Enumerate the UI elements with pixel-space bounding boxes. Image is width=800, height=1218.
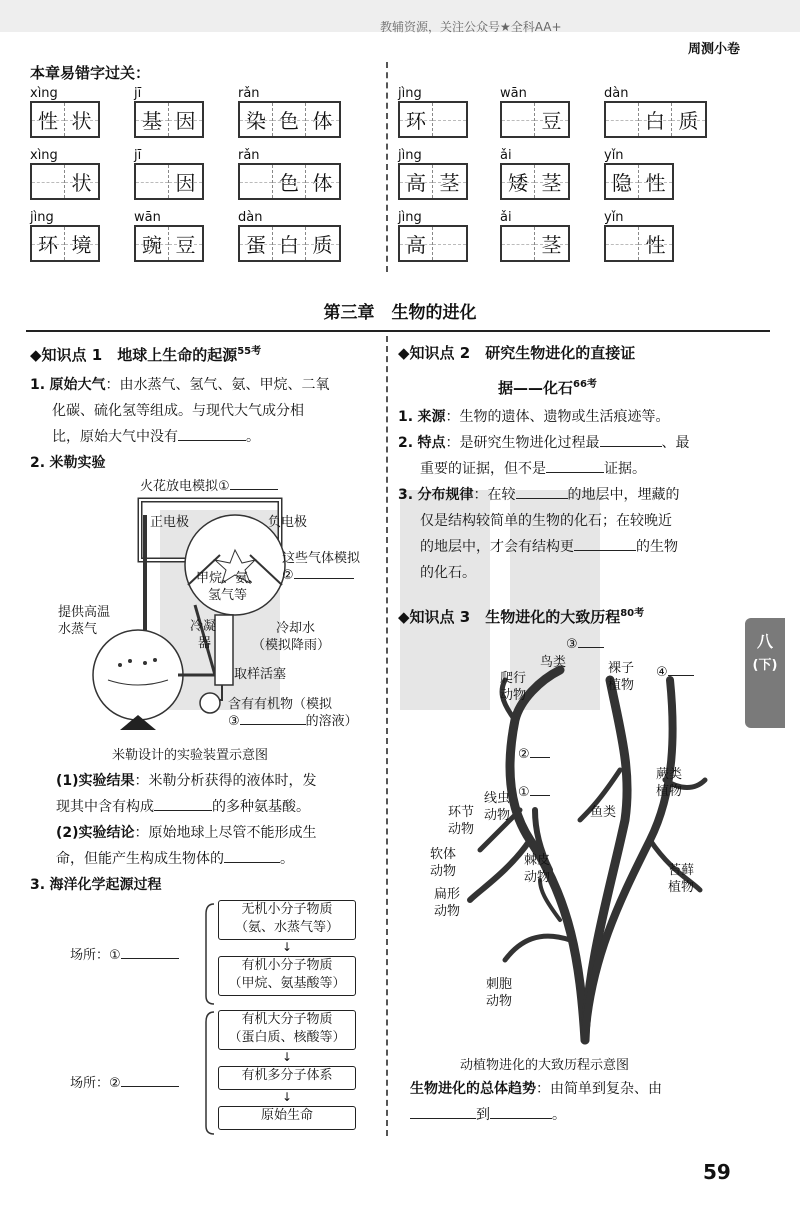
- vocab-pinyin: wān: [500, 86, 527, 101]
- vocab-pinyin: jìng: [30, 210, 54, 225]
- kp1-p3-title: 3. 海洋化学起源过程: [30, 877, 162, 893]
- blank-kp2-1[interactable]: [600, 446, 662, 447]
- vocab-pinyin: ǎi: [500, 210, 512, 225]
- flow-place-2: 场所：②: [70, 1072, 179, 1091]
- tree-fish: 鱼类: [590, 805, 617, 820]
- vocab-pinyin: jìng: [398, 86, 422, 101]
- vocab-char-grid: [604, 225, 674, 262]
- miller-caption: 米勒设计的实验装置示意图: [112, 748, 269, 763]
- vocab-blank-cell[interactable]: [502, 227, 535, 260]
- kp3-title: ◆知识点 3 生物进化的大致历程$^{80考}$: [398, 608, 645, 626]
- vocab-item: [500, 86, 570, 138]
- vocab-char: 高: [400, 227, 433, 260]
- vocab-char: 质: [672, 103, 705, 136]
- vocab-char: 质: [306, 227, 339, 260]
- vocab-blank-cell[interactable]: [136, 165, 169, 198]
- kp1-p1: 1. 原始大气：由水蒸气、氢气、氨、甲烷、二氧 化碳、硫化氢等组成。与现代大气成分相 比，原始大气中没有 。: [30, 377, 330, 445]
- vocab-char: 矮: [502, 165, 535, 198]
- blank-place-1[interactable]: [121, 958, 179, 959]
- vocab-char: 茎: [535, 165, 568, 198]
- evolution-tree: [410, 640, 740, 1050]
- vocab-item: [604, 210, 674, 262]
- header-watermark: 教辅资源，关注公众号★全科AA+: [380, 20, 562, 34]
- vocab-char: 环: [400, 103, 433, 136]
- vocab-char-grid: [238, 163, 341, 200]
- vocab-char: 高: [400, 165, 433, 198]
- miller-cold: 冷却水 （模拟降雨）: [252, 621, 331, 653]
- vocab-item: [30, 86, 100, 138]
- blank-tree-3[interactable]: [578, 647, 604, 648]
- vocab-item: [238, 148, 341, 200]
- tree-reptile: 爬行 动物: [500, 671, 527, 703]
- vocab-char: 性: [32, 103, 65, 136]
- vocab-char: 性: [639, 227, 672, 260]
- vocab-blank-cell[interactable]: [433, 227, 466, 260]
- header-tag: 周测小卷: [688, 42, 741, 57]
- blank-trend-1[interactable]: [410, 1118, 476, 1119]
- vocab-char-grid: [398, 225, 468, 262]
- vocab-char: 茎: [433, 165, 466, 198]
- blank-miller-3[interactable]: [240, 724, 306, 725]
- vocab-item: [500, 148, 570, 200]
- page-number: 59: [703, 1160, 731, 1184]
- vocab-char-grid: [238, 225, 341, 262]
- vocab-char: 因: [169, 165, 202, 198]
- blank-miller-1[interactable]: [230, 489, 278, 490]
- vocab-pinyin: wān: [134, 210, 161, 225]
- vocab-pinyin: xìng: [30, 148, 58, 163]
- vocab-char: 因: [169, 103, 202, 136]
- vocab-item: [134, 210, 204, 262]
- tree-annelid: 环节 动物: [448, 805, 475, 837]
- vocab-blank-cell[interactable]: [606, 103, 639, 136]
- chapter-title: 第三章 生物的进化: [323, 303, 477, 323]
- vocab-char: 茎: [535, 227, 568, 260]
- vocab-char: 白: [639, 103, 672, 136]
- vocab-item: [134, 86, 204, 138]
- blank-miller-2[interactable]: [294, 578, 354, 579]
- vocab-item: [238, 210, 341, 262]
- vocab-char: 色: [273, 103, 306, 136]
- tree-echinoderm: 棘皮 动物: [524, 853, 551, 885]
- miller-spark-label: 火花放电模拟①: [140, 478, 278, 495]
- vocab-pinyin: dàn: [238, 210, 263, 225]
- kp2-title: ◆知识点 2 研究生物进化的直接证 据——化石$^{66考}$: [398, 344, 636, 397]
- vocab-char-grid: [500, 101, 570, 138]
- side-tab-text: 八 (下): [752, 632, 778, 673]
- vocab-char: 豆: [169, 227, 202, 260]
- tree-bird: 鸟类: [540, 655, 567, 670]
- miller-organic: 含有有机物（模拟 ③ 的溶液）: [228, 697, 358, 729]
- tree-cnidarian: 刺胞 动物: [486, 977, 513, 1009]
- vocab-title: 本章易错字过关：: [30, 64, 151, 82]
- vocab-char-grid: [30, 101, 100, 138]
- vocab-blank-cell[interactable]: [240, 165, 273, 198]
- kp1-p2-title: 2. 米勒实验: [30, 455, 106, 471]
- vocab-item: [604, 86, 707, 138]
- tree-n4: ④: [656, 664, 694, 681]
- vocab-char: 环: [32, 227, 65, 260]
- flow-arrow-2: ↓: [282, 1050, 293, 1064]
- vocab-char-grid: [134, 101, 204, 138]
- vocab-char: 体: [306, 103, 339, 136]
- kp3-trend: 生物进化的总体趋势：由简单到复杂、由 到 。: [410, 1081, 662, 1123]
- vocab-char: 性: [639, 165, 672, 198]
- flow-arrow-3: ↓: [282, 1090, 293, 1104]
- vocab-char-grid: [238, 101, 341, 138]
- vocab-char-grid: [30, 163, 100, 200]
- vocab-char: 境: [65, 227, 98, 260]
- vocab-blank-cell[interactable]: [606, 227, 639, 260]
- tree-caption: 动植物进化的大致历程示意图: [460, 1058, 630, 1073]
- vocab-char-grid: [500, 163, 570, 200]
- vocab-pinyin: dàn: [604, 86, 629, 101]
- blank-result[interactable]: [154, 810, 212, 811]
- vocab-char-grid: [398, 163, 468, 200]
- vocab-item: [398, 210, 468, 262]
- tree-flatworm: 扁形 动物: [434, 887, 461, 919]
- blank-tree-1[interactable]: [530, 795, 550, 796]
- tree-fern: 蕨类 植物: [656, 767, 683, 799]
- vocab-item: [500, 210, 570, 262]
- vocab-char: 体: [306, 165, 339, 198]
- vocab-char: 染: [240, 103, 273, 136]
- blank-tree-2[interactable]: [530, 757, 550, 758]
- vocab-blank-cell[interactable]: [433, 103, 466, 136]
- vocab-char-grid: [134, 225, 204, 262]
- vocab-item: [604, 148, 674, 200]
- kp1-result: (1)实验结果：米勒分析获得的液体时，发 现其中含有构成 的多种氨基酸。 (2)实验结论：原始地球上尽管不能形成生 命，但能产生构成生物体的 。: [56, 773, 317, 867]
- vocab-pinyin: jìng: [398, 148, 422, 163]
- vocab-item: [30, 148, 100, 200]
- vocab-char-grid: [500, 225, 570, 262]
- vocab-char: 蛋: [240, 227, 273, 260]
- tree-moss: 苔藓 植物: [668, 863, 695, 895]
- miller-condenser: 冷凝 器: [190, 619, 217, 651]
- vocab-blank-cell[interactable]: [32, 165, 65, 198]
- blank-kp2-4[interactable]: [574, 550, 636, 551]
- miller-pos-label: 正电极: [150, 515, 190, 530]
- vocab-char-grid: [30, 225, 100, 262]
- blank-kp2-3[interactable]: [516, 498, 568, 499]
- vocab-pinyin: rǎn: [238, 148, 260, 163]
- vocab-char: 隐: [606, 165, 639, 198]
- blank-trend-2[interactable]: [490, 1118, 552, 1119]
- vocab-item: [238, 86, 341, 138]
- vocab-item: [30, 210, 100, 262]
- blank-p1[interactable]: [178, 440, 246, 441]
- vocab-char: 豆: [535, 103, 568, 136]
- flow-box-1: 无机小分子物质 （氨、水蒸气等）: [218, 900, 356, 940]
- flow-box-5: 原始生命: [218, 1106, 356, 1130]
- vocab-char: 色: [273, 165, 306, 198]
- vocab-char-grid: [134, 163, 204, 200]
- divider-vertical-top: [386, 62, 388, 272]
- blank-kp2-2[interactable]: [546, 472, 604, 473]
- blank-conclusion[interactable]: [224, 862, 280, 863]
- kp1-title: ◆知识点 1 地球上生命的起源$^{55考}$: [30, 346, 262, 364]
- tree-mollusc: 软体 动物: [430, 847, 457, 879]
- vocab-pinyin: xìng: [30, 86, 58, 101]
- tree-n3: ③: [566, 636, 604, 653]
- vocab-blank-cell[interactable]: [502, 103, 535, 136]
- miller-gas-mix: 甲烷、氨、 氢气等: [196, 571, 262, 603]
- vocab-pinyin: yǐn: [604, 210, 624, 225]
- vocab-char: 状: [65, 103, 98, 136]
- vocab-pinyin: jī: [134, 86, 142, 101]
- flow-box-3: 有机大分子物质 （蛋白质、核酸等）: [218, 1010, 356, 1050]
- blank-place-2[interactable]: [121, 1086, 179, 1087]
- flow-box-2: 有机小分子物质 （甲烷、氨基酸等）: [218, 956, 356, 996]
- miller-neg-label: 负电极: [268, 515, 308, 530]
- vocab-char: 基: [136, 103, 169, 136]
- flow-arrow-1: ↓: [282, 940, 293, 954]
- tree-n2: ②: [518, 746, 550, 763]
- vocab-pinyin: jìng: [398, 210, 422, 225]
- vocab-char-grid: [398, 101, 468, 138]
- tree-gymno: 裸子 植物: [608, 661, 635, 693]
- vocab-char: 豌: [136, 227, 169, 260]
- tree-nematode: 线虫 动物: [484, 791, 511, 823]
- vocab-pinyin: ǎi: [500, 148, 512, 163]
- vocab-item: [398, 148, 468, 200]
- miller-valve: 取样活塞: [234, 667, 287, 682]
- vocab-char-grid: [604, 163, 674, 200]
- vocab-item: [398, 86, 468, 138]
- blank-tree-4[interactable]: [668, 675, 694, 676]
- miller-steam: 提供高温 水蒸气: [58, 605, 111, 637]
- vocab-pinyin: yǐn: [604, 148, 624, 163]
- miller-gases-note: 这些气体模拟 ②: [282, 551, 361, 583]
- vocab-char: 白: [273, 227, 306, 260]
- vocab-char: 状: [65, 165, 98, 198]
- kp2-body: 1. 来源：生物的遗体、遗物或生活痕迹等。 2. 特点：是研究生物进化过程最 、最 重要的证据，但不是 证据。 3. 分布规律：在较 的地层中，埋藏的 仅是结构较简单的生物的化石；在较晚近 的地层中，才会有结构更 的生物 的化石。: [398, 409, 690, 581]
- vocab-item: [134, 148, 204, 200]
- vocab-pinyin: jī: [134, 148, 142, 163]
- vocab-char-grid: [604, 101, 707, 138]
- tree-n1: ①: [518, 784, 550, 801]
- vocab-pinyin: rǎn: [238, 86, 260, 101]
- chapter-underline: [26, 330, 770, 332]
- flow-place-1: 场所：①: [70, 944, 179, 963]
- flow-box-4: 有机多分子体系: [218, 1066, 356, 1090]
